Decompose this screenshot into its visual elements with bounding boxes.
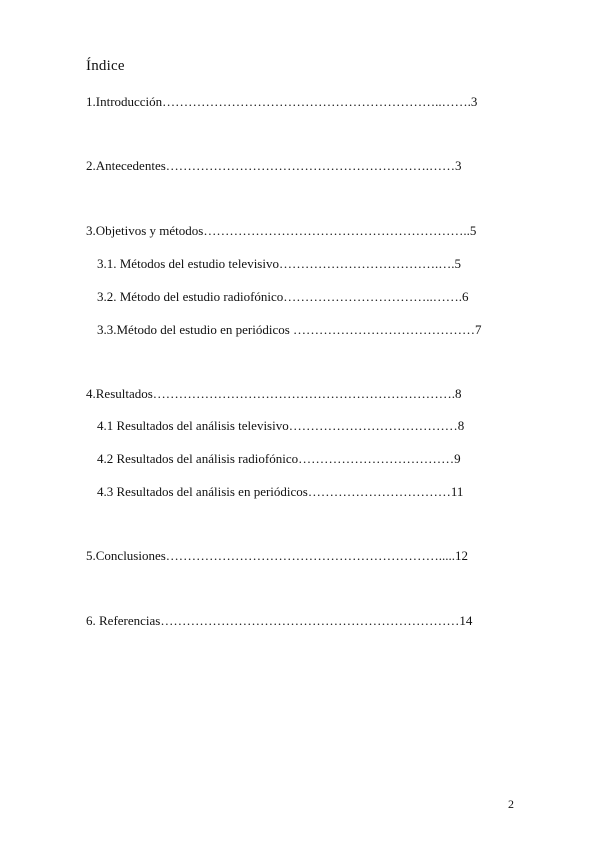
toc-entry: 4.2 Resultados del análisis radiofónico………………………………9: [97, 451, 461, 466]
toc-entry: 3.2. Método del estudio radiofónico……………………………..…….6: [97, 289, 469, 304]
toc-entry: 4.1 Resultados del análisis televisivo…………………………………8: [97, 418, 465, 433]
toc-title: Índice: [86, 58, 125, 74]
toc-entry: 2.Antecedentes…………………………………………………….……3: [86, 158, 462, 173]
toc-entry: 3.1. Métodos del estudio televisivo……………………………….….5: [97, 256, 461, 271]
page-number: 2: [508, 797, 514, 811]
toc-entry: 3.3.Método del estudio en periódicos ……………………………………7: [97, 322, 482, 337]
toc-entry: 1.Introducción………………………………………………………..…….3: [86, 94, 478, 109]
toc-entry: 4.Resultados…………………………………………………………….8: [86, 386, 462, 401]
toc-entry: 5.Conclusiones……………………………………………………….....12: [86, 548, 469, 563]
toc-entry: 6. Referencias……………………………………………………………14: [86, 613, 473, 628]
toc-entry: 3.Objetivos y métodos……………………………………………………..5: [86, 223, 477, 238]
toc-entry: 4.3 Resultados del análisis en periódicos……………………………11: [97, 484, 464, 499]
